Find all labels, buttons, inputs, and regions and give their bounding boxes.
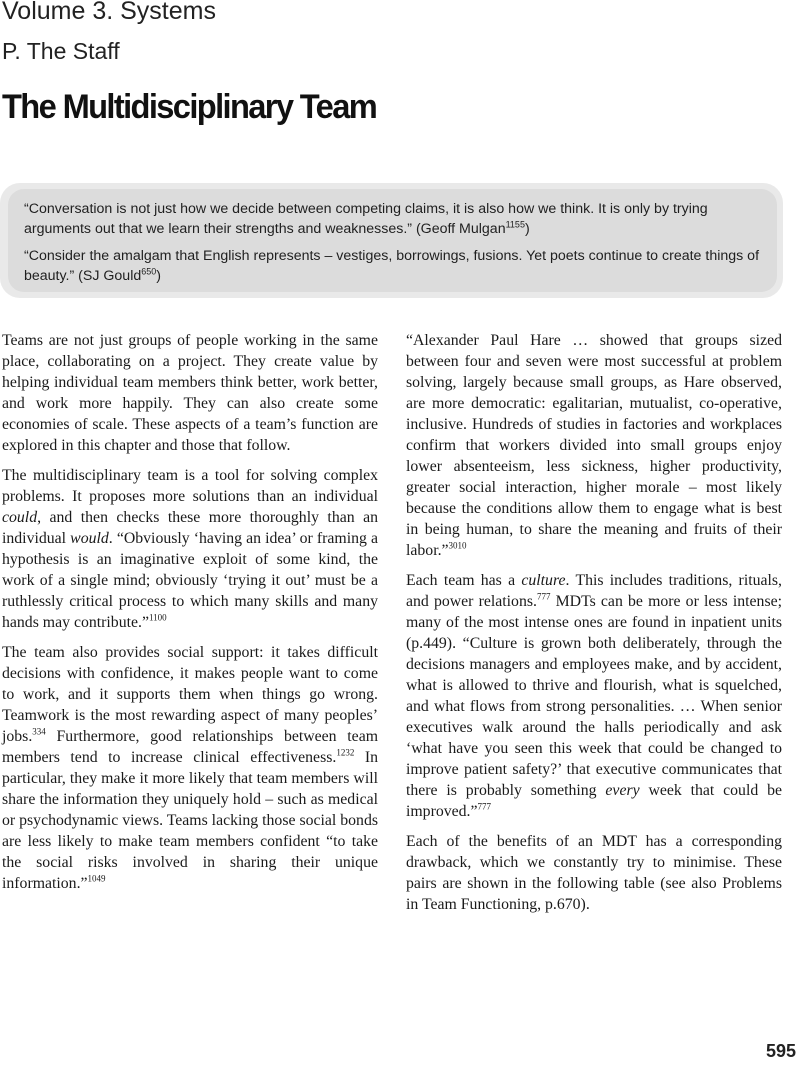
epigraph-quote-mulgan: “Conversation is not just how we decide between competing claims, it is also how we think. It is only by trying arguments out that we learn their strengths and weaknesses.” (Geoff Mulgan$^{1155}$)	[24, 201, 708, 237]
section-title: P. The Staff	[2, 38, 120, 64]
volume-title: Volume 3. Systems	[2, 0, 216, 25]
footnote-ref: 3010	[448, 540, 467, 551]
page-number: 595	[765, 1041, 796, 1061]
footnote-ref: 777	[536, 591, 551, 602]
right-column	[406, 330, 782, 924]
footnote-ref: 650	[141, 266, 157, 277]
paragraph: Teams are not just groups of people working in the same place, collaborating on a project. They create value by helping individual team members think better, work better, and work more happily. They can also create some economies of scale. These aspects of a team’s function are explored in this chapter and those that follow.	[2, 332, 378, 454]
paragraph: Each of the benefits of an MDT has a corresponding drawback, which we constantly try to minimise. These pairs are shown in the following table (see also Problems in Team Functioning, p.670).	[406, 833, 782, 913]
footnote-ref: 1100	[148, 612, 167, 623]
paragraph: The multidisciplinary team is a tool for solving complex problems. It proposes more solutions than an individual could, and then checks these more thoroughly than an individual would. “Obviously ‘having an idea’ or framing a hypothesis is an imaginative exploit of some kind, the work of a single mind; obviously ‘trying it out’ must be a ruthlessly critical process to which many skills and many hands may contribute.”$^{1100}$	[2, 467, 379, 631]
left-column	[2, 330, 378, 903]
paragraph: “Alexander Paul Hare … showed that groups sized between four and seven were most successful at problem solving, largely because small groups, as Hare observed, are more democratic: egalitarian, mutualist, co-operative, inclusive. Hundreds of studies in factories and workplaces confirm that workers divided into small groups enjoy lower absenteeism, less sickness, higher productivity, greater social interaction, higher morale – most likely because the conditions allow them to engage what is best in being human, to share the meaning and fruits of their labor.”$^{3010}$	[406, 332, 782, 559]
footnote-ref: 334	[32, 726, 46, 737]
paragraph: Each team has a culture. This includes traditions, rituals, and power relations.$^{777}$ MDTs can be more or less intense; many of the most intense ones are found in inpatient units (p.449). “Culture is grown both deliberately, through the decisions managers and employees make, and by accident, what is allowed to thrive and flourish, what is squelched, and what flows from strong personalities. … When senior executives walk around the halls periodically and ask ‘what have you seen this week that could be changed to improve patient safety?’ that executive communicates that there is probably something every week that could be improved.”$^{777}$	[406, 572, 782, 820]
footnote-ref: 1232	[336, 747, 355, 758]
chapter-title: The Multidisciplinary Team	[2, 88, 377, 126]
footnote-ref: 777	[477, 801, 492, 812]
footnote-ref: 1049	[87, 873, 106, 884]
epigraph-quote-gould: “Consider the amalgam that English represents – vestiges, borrowings, fusions. Yet poets continue to create things of beauty.” (SJ Gould$^{650}$)	[24, 248, 760, 284]
paragraph: The team also provides social support: it takes difficult decisions with confidence, it makes people want to come to work, and it supports them when things go wrong. Teamwork is the most rewarding aspect of many peoples’ jobs.$^{334}$ Furthermore, good relationships between team members tend to increase clinical effectiveness.$^{1232}$ In particular, they make it more likely that team members will share the information they uniquely hold – such as medical or psychodynamic views. Teams lacking those social bonds are less likely to make team members confident “to take the social risks involved in sharing their unique information.”$^{1049}$	[2, 644, 379, 892]
footnote-ref: 1155	[505, 219, 525, 230]
